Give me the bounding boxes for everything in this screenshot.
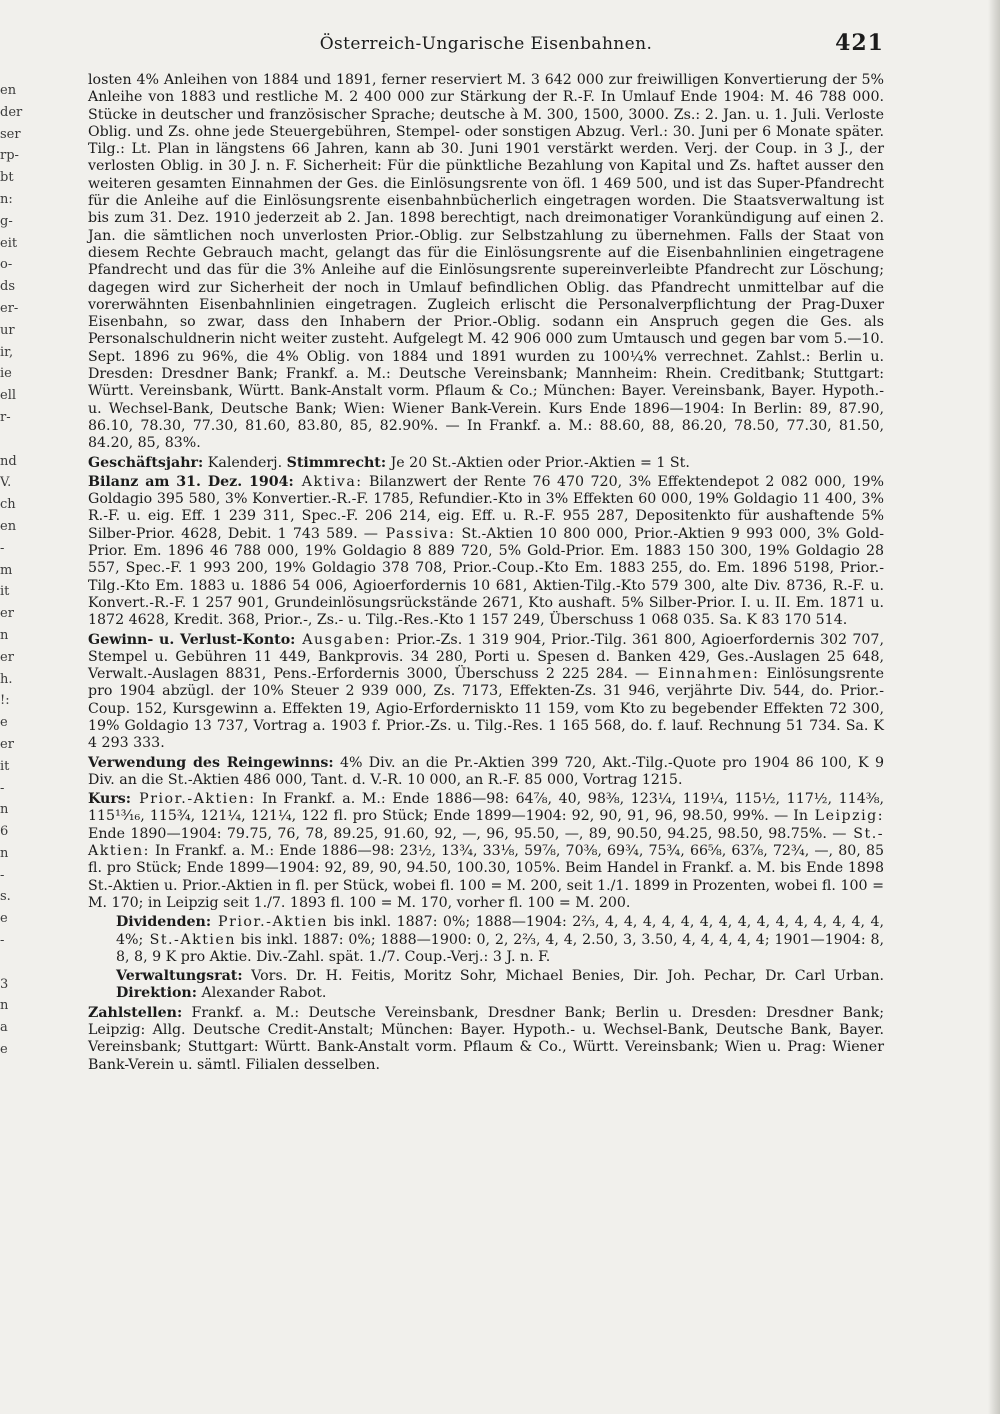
label-kurs-st: St.-Aktien: — [88, 825, 885, 860]
gutter-fragment: nd — [0, 453, 17, 469]
label-verwaltungsrat: Verwaltungsrat: — [116, 968, 243, 985]
label-gewinn-verlust: Gewinn- u. Verlust-Konto: — [88, 631, 296, 648]
gutter-fragment: n — [0, 802, 9, 818]
gutter-fragment: m — [0, 562, 13, 578]
gutter-fragment: 6 — [0, 824, 9, 840]
label-stimmrecht: Stimmrecht: — [286, 454, 387, 471]
gutter-fragment: er — [0, 736, 14, 752]
text-kurs-prior: In Frankf. a. M.: Ende 1886—98: 64⅞, 40, 98⅜, 123¼, 119¼, 115½, 117½, 114⅜, 115¹³⁄₁₆, 115¾, 121¼, 121¼, 122 fl. pro Stück; Ende 1899—1904: 92, 90, 91, 96, 98.50, 99%. — In — [88, 791, 884, 825]
paragraph-bilanz — [88, 474, 884, 630]
gutter-fragment: eit — [0, 235, 18, 251]
paragraph-gewinn-verlust — [88, 632, 884, 753]
text-div-st: bis inkl. 1887: 0%; 1888—1900: 0, 2, 2⅔, 4, 4, 2.50, 3, 3.50, 4, 4, 4, 4, 4; 1901—1904: 8, 8, 8, 9 K pro Aktie. Div.-Zahl. spät. 1./7. Coup.-Verj.: 3 J. n. F. — [116, 931, 884, 965]
text-direktion: Alexander Rabot. — [196, 985, 327, 1002]
gutter-fragment: n: — [0, 191, 13, 207]
label-geschaeftsjahr: Geschäftsjahr: — [88, 454, 204, 471]
gutter-fragment — [0, 952, 16, 974]
paragraph-dividenden — [88, 914, 884, 966]
gutter-fragment: it — [0, 758, 10, 774]
gutter-fragment — [0, 429, 16, 451]
gutter-fragment: ch — [0, 497, 16, 513]
label-ausgaben: Ausgaben: — [295, 631, 392, 648]
label-direktion: Direktion: — [116, 985, 197, 1002]
page-number: 421 — [835, 30, 884, 56]
page-header — [88, 30, 884, 64]
text-ausgaben: Prior.-Zs. 1 319 904, Prior.-Tilg. 361 800, Agioerfordernis 302 707, Stempel u. Gebühren 11 449, Bankprovis. 34 280, Porti u. Spesen d. Banken 429, Ges.-Auslagen 25 648, Verwalt.-Auslagen 8831, Pens.-Erfordernis 3000, Überschuss 2 225 284. — — [88, 631, 884, 683]
label-kurs: Kurs: — [88, 791, 132, 808]
gutter-fragment: ur — [0, 322, 15, 338]
label-kurs-leipzig: Leipzig: — [808, 808, 884, 825]
gutter-fragment: er — [0, 649, 14, 665]
text-verwaltungsrat: Vors. Dr. H. Feitis, Moritz Sohr, Michael Benies, Dir. Joh. Pechar, Dr. Carl Urban. — [242, 968, 884, 985]
paragraph-geschaeftsjahr — [88, 455, 884, 472]
label-einnahmen: Einnahmen: — [649, 666, 760, 683]
gutter-fragment: n — [0, 845, 9, 861]
gutter-fragment: !: — [0, 693, 10, 709]
gutter-fragment: er- — [0, 300, 19, 316]
label-div-st: St.-Aktien — [143, 931, 236, 948]
paragraph-zahlstellen — [88, 1005, 884, 1074]
gutter-fragment: - — [0, 933, 5, 949]
gutter-fragment: rp- — [0, 148, 19, 164]
gutter-fragment: e — [0, 715, 8, 731]
gutter-fragment: a — [0, 1020, 8, 1036]
text-bilanz-aktiva: Bilanzwert der Rente 76 470 720, 3% Effektendepot 2 082 000, 19% Goldagio 395 580, 3% Konvertier.-R.-F. 1785, Refundier.-Kto in 3% Effekten 60 000, 19% Goldagio 11 400, 3% R.-F. u. eig. Eff. 1 239 311, Spec.-F. 206 214, eig. Eff. u. R.-F. 955 287, Depositenkto für aushaftende 5% Silber-Prior. 4628, Debit. 1 743 589. — — [88, 473, 884, 542]
facing-page-gutter — [0, 80, 23, 1100]
label-passiva: Passiva: — [378, 525, 456, 542]
gutter-fragment: en — [0, 83, 17, 98]
text-zahlstellen: Frankf. a. M.: Deutsche Vereinsbank, Dresdner Bank; Berlin u. Dresden: Dresdner Bank; Leipzig: Allg. Deutsche Credit-Anstalt; München: Bayer. Hypoth.- u. Wechsel-Bank, Deutsche Bank, Bayer. Vereinsbank; Stuttgart: Württ. Bank-Anstalt vorm. Pflaum & Co., Württ. Vereinsbank; Wien u. Prag: Wiener Bank-Verein u. sämtl. Filialen desselben. — [88, 1004, 884, 1073]
gutter-fragment: it — [0, 584, 10, 600]
text-geschaeftsjahr: Kalenderj. — [203, 454, 283, 471]
text-bilanz-passiva: St.-Aktien 10 800 000, Prior.-Aktien 9 993 000, 3% Gold-Prior. Em. 1896 46 788 000, 19% Goldagio 8 889 720, 5% Gold-Prior. Em. 1883 150 300, 19% Goldagio 28 557, Spec.-F. 1 993 200, 19% Goldagio 378 708, Prior.-Coup.-Kto Em. 1883 255, do. Em. 1896 5198, Prior.-Tilg.-Kto Em. 1883 u. 1886 54 006, Agioerfordernis 10 681, Aktien-Tilg.-Kto 579 300, alte Div. 8736, R.-F. u. Konvert.-R.-F. 1 257 901, Grundeinlösungsrückstände 2671, Kto aushaft. 5% Silber-Prior. I. u. II. Em. 1871 u. 1872 4628, Kredit. 368, Prior.-, Zs.- u. Tilg.-Res.-Kto 1 157 249, Überschuss 1 068 035. Sa. K 83 170 514. — [88, 525, 884, 629]
text-kurs-leipzig: Ende 1890—1904: 79.75, 76, 78, 89.25, 91.60, 92, —, 96, 95.50, —, 89, 90.50, 94.25, 98.50, 98.75%. — — [88, 825, 847, 842]
gutter-fragment: en — [0, 518, 17, 534]
label-zahlstellen: Zahlstellen: — [88, 1004, 183, 1021]
running-head: Österreich-Ungarische Eisenbahnen. — [319, 34, 653, 54]
gutter-fragment: - — [0, 780, 5, 796]
gutter-fragment: ds — [0, 279, 15, 295]
gutter-fragment: V. — [0, 475, 12, 491]
gutter-fragment: der — [0, 104, 23, 120]
gutter-fragment: e — [0, 911, 8, 927]
gutter-fragment: - — [0, 867, 5, 883]
gutter-fragment: er — [0, 606, 14, 622]
text-stimmrecht: Je 20 St.-Aktien oder Prior.-Aktien = 1 St. — [386, 454, 690, 471]
gutter-fragment: - — [0, 540, 5, 556]
gutter-fragment: n — [0, 627, 9, 643]
gutter-fragment: ir, — [0, 344, 14, 360]
label-kurs-prior: Prior.-Aktien: — [131, 791, 256, 808]
gutter-fragment: s. — [0, 889, 11, 905]
body-text — [88, 72, 884, 1074]
gutter-fragment: o- — [0, 257, 13, 273]
text-kurs-st: In Frankf. a. M.: Ende 1886—98: 23½, 13¾, 33⅛, 59⅞, 70⅜, 69¾, 75¾, 66⅝, 63⅞, 72¾, —, 80, 85 fl. pro Stück; Ende 1899—1904: 92, 89, 90, 94.50, 100.30, 105%. Beim Handel in Frankf. a. M. bis Ende 1898 St.-Aktien u. Prior.-Aktien in fl. per Stück, wobei fl. 100 = M. 200, seit 1./1. 1899 in Prozenten, wobei fl. 100 = M. 170; in Leipzig seit 1./7. 1893 fl. 100 = M. 170, vorher fl. 100 = M. 200. — [88, 843, 884, 911]
paragraph-kurs — [88, 791, 884, 912]
gutter-fragment: g- — [0, 213, 13, 229]
label-verwendung: Verwendung des Reingewinns: — [88, 754, 334, 771]
gutter-fragment: ie — [0, 366, 12, 382]
text-einnahmen: Einlösungsrente pro 1904 abzügl. der 10% Steuer 2 939 000, Zs. 7173, Effekten-Zs. 31 946, verjährte Div. 544, do. Prior.-Coup. 152, Kursgewinn a. Effekten 19, Agio-Erforderniskto 11 159, vom Kto zu begebender Effekten 72 300, 19% Goldagio 13 737, Vortrag a. 1903 f. Prior.-Zs. u. Tilg.-Res. 1 165 568, do. f. lauf. Rechnung 51 734. Sa. K 4 293 333. — [88, 666, 885, 752]
gutter-fragment: h. — [0, 671, 13, 687]
gutter-fragment: bt — [0, 170, 14, 186]
gutter-fragment: 3 — [0, 976, 9, 992]
text-div-prior: bis inkl. 1887: 0%; 1888—1904: 2⅔, 4, 4, 4, 4, 4, 4, 4, 4, 4, 4, 4, 4, 4, 4, 4, 4%; — [116, 914, 884, 948]
label-aktiva: Aktiva: — [293, 473, 363, 490]
gutter-fragment: ser — [0, 126, 21, 142]
gutter-fragment: e — [0, 1042, 8, 1058]
gutter-fragment: r- — [0, 409, 11, 425]
text-verwendung: 4% Div. an die Pr.-Aktien 399 720, Akt.-Tilg.-Quote pro 1904 86 100, K 9 Div. an die St.-Aktien 486 000, Tant. d. V.-R. 10 000, an R.-F. 85 000, Vortrag 1215. — [88, 754, 884, 788]
label-bilanz: Bilanz am 31. Dez. 1904: — [88, 473, 294, 490]
paragraph-bond-terms: losten 4% Anleihen von 1884 und 1891, ferner reserviert M. 3 642 000 zur freiwilligen Konvertierung der 5% Anleihe von 1883 und restliche M. 2 400 000 zur Stärkung der R.-F. In Umlauf Ende 1904: M. 46 788 000. Stücke in deutscher und französischer Sprache; deutsche à M. 300, 1500, 3000. Zs.: 2. Jan. u. 1. Juli. Verloste Oblig. und Zs. ohne jede Steuergebühren, Stempel- oder sonstigen Abzug. Verl.: 30. Juni per 6 Monate später. Tilg.: Lt. Plan in längstens 66 Jahren, kann ab 30. Juni 1901 verstärkt werden. Verj. der Coup. in 3 J., der verlosten Oblig. in 30 J. n. F. Sicherheit: Für die pünktliche Bezahlung von Kapital und Zs. haftet ausser den weiteren gesamten Einnahmen der Ges. die Einlösungsrente von öfl. 1 469 500, und ist das Super-Pfandrecht für die Anleihe auf die Einlösungsrente eisenbahnbücherlich eingetragen worden. Die Staatsverwaltung ist bis zum 31. Dez. 1910 jederzeit ab 2. Jan. 1898 berechtigt, nach dreimonatiger Vorankündigung auf einen 2. Jan. die sämtlichen noch unverlosten Prior.-Oblig. zur Selbstzahlung zu übernehmen. Falls der Staat von diesem Rechte Gebrauch macht, gelangt das für die Einlösungsrente auf die Eisenbahnlinien eingetragene Pfandrecht und das für die 3% Anleihe auf die Einlösungsrente supereinverleibte Pfandrecht zur Löschung; dagegen wird zur Sicherheit der noch in Umlauf befindlichen Oblig. das Pfandrecht unmittelbar auf die vorerwähnten Eisenbahnlinien eingetragen. Zugleich erlischt die Personalverpflichtung der Prag-Duxer Eisenbahn, so zwar, dass den Inhabern der Prior.-Oblig. sodann ein Anspruch gegen die Ges. als Personalschuldnerin nicht weiter zusteht. Aufgelegt M. 42 906 000 zum Umtausch und gegen bar vom 5.—10. Sept. 1896 zu 96%, die 4% Oblig. von 1884 und 1891 wurden zu 100¼% verrechnet. Zahlst.: Berlin u. Dresden: Dresdner Bank; Frankf. a. M.: Deutsche Vereinsbank; Mannheim: Rhein. Creditbank; Stuttgart: Württ. Vereinsbank, Württ. Bank-Anstalt vorm. Pflaum & Co.; München: Bayer. Vereinsbank, Bayer. Hypoth.- u. Wechsel-Bank, Deutsche Bank; Wien: Wiener Bank-Verein. Kurs Ende 1896—1904: In Berlin: 89, 87.90, 86.10, 78.30, 77.30, 81.60, 83.80, 85, 82.90%. — In Frankf. a. M.: 88.60, 88, 86.20, 78.50, 77.30, 81.50, 84.20, 85, 83%. — [88, 72, 884, 452]
paragraph-verwendung — [88, 755, 884, 790]
paragraph-verwaltungsrat — [88, 968, 884, 1003]
label-dividenden: Dividenden: — [116, 914, 212, 931]
page-edge-shadow — [988, 0, 1000, 1414]
gutter-fragment: ell — [0, 388, 17, 404]
label-div-prior: Prior.-Aktien — [211, 914, 329, 931]
gutter-fragment: n — [0, 998, 9, 1014]
